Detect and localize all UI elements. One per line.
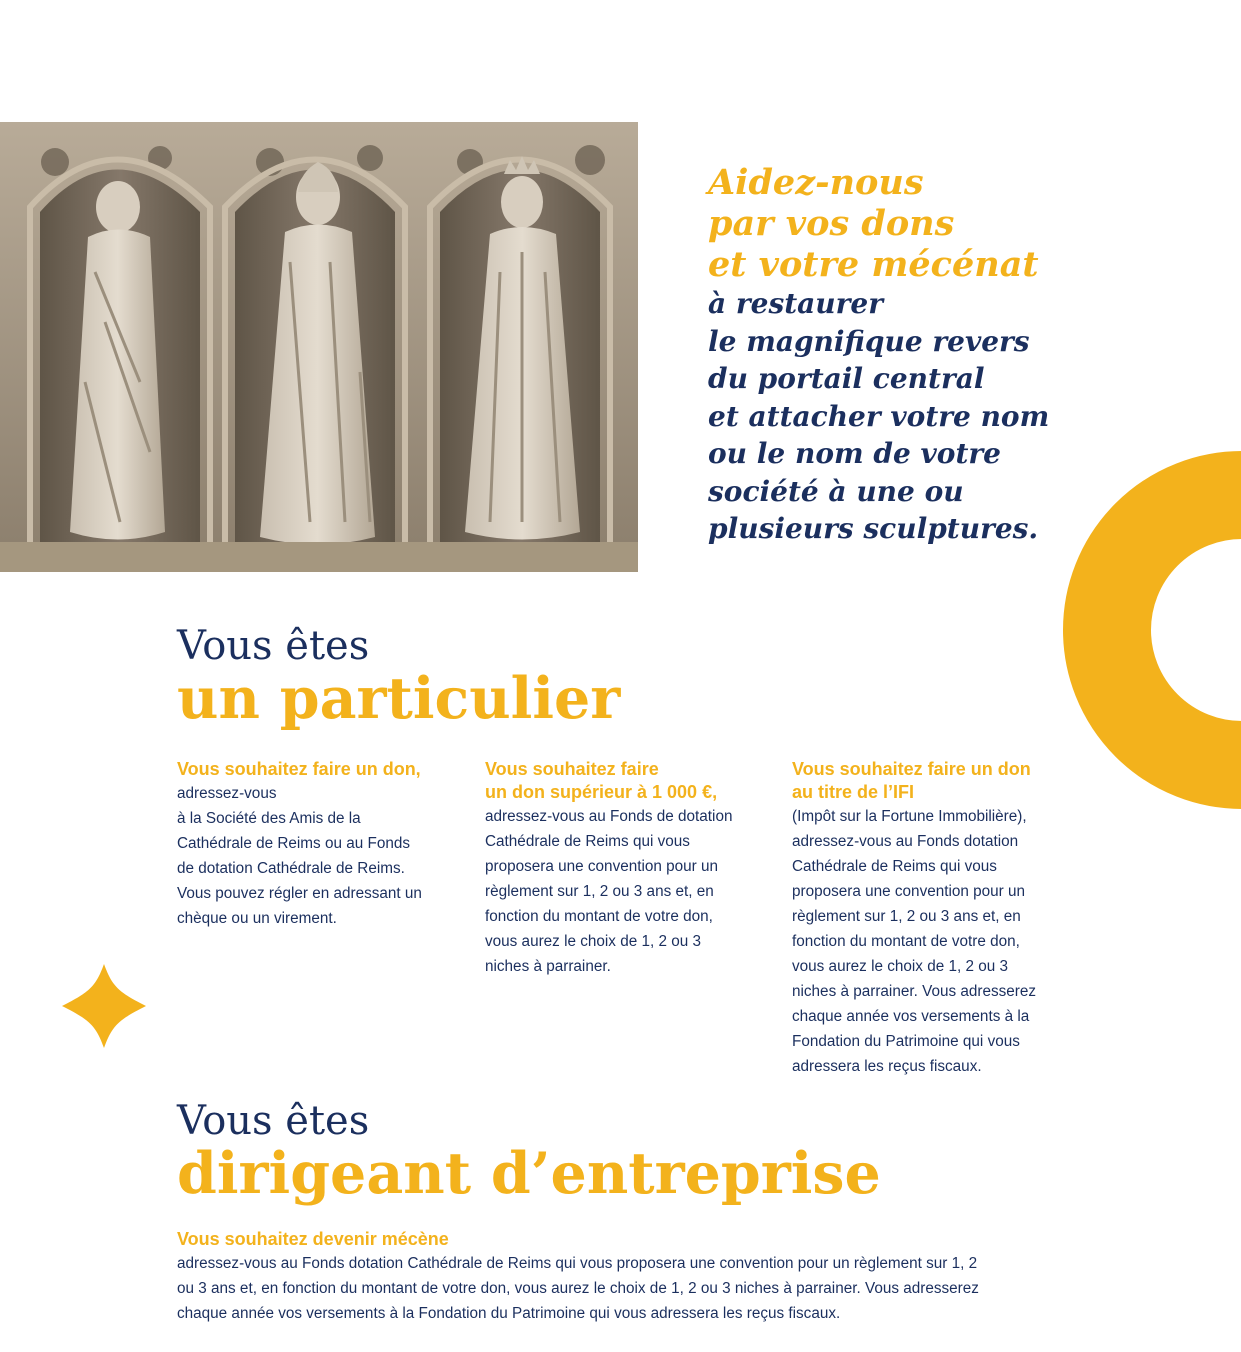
ifi-column-title: Vous souhaitez faire un don au titre de l’IFI xyxy=(792,759,1031,802)
ring-decoration-icon xyxy=(1062,450,1241,810)
headline-line: plusieurs sculptures. xyxy=(708,512,1039,545)
don-superieur-column-title: Vous souhaitez faire un don supérieur à 1 000 €, xyxy=(485,759,718,802)
sculptures-illustration xyxy=(0,122,638,572)
quatrefoil-icon xyxy=(62,964,146,1048)
entreprise-heading-big: dirigeant d’entreprise xyxy=(177,1140,881,1207)
don-column-body: adressez-vous à la Société des Amis de la Cathédrale de Reims ou au Fonds de dotation Cathédrale de Reims. Vous pouvez régler en adressant un chèque ou un virement. xyxy=(177,785,422,927)
headline-line: le magnifique revers xyxy=(708,324,1030,358)
headline-line: et votre mécénat xyxy=(708,244,1039,285)
sculptures-photo xyxy=(0,122,638,572)
mecene-block xyxy=(177,1228,1077,1326)
headline-line: par vos dons xyxy=(708,203,955,244)
headline-line: du portail central xyxy=(708,362,985,395)
headline-line: ou le nom de votre xyxy=(708,437,1001,470)
headline-line: à restaurer xyxy=(708,287,883,320)
particulier-heading-big: un particulier xyxy=(177,665,621,732)
don-superieur-column-body: adressez-vous au Fonds de dotation Cathédrale de Reims qui vous proposera une convention pour un règlement sur 1, 2 ou 3 ans et, en fonction du montant de votre don, vous aurez le choix de 1, 2 ou 3 niches à parrainer. xyxy=(485,808,733,975)
particulier-heading-small: Vous êtes xyxy=(177,623,370,669)
don-superieur-column xyxy=(485,758,775,979)
ifi-column-body: (Impôt sur la Fortune Immobilière), adressez-vous au Fonds dotation Cathédrale de Reims qui vous proposera une convention pour un règlement sur 1, 2 ou 3 ans et, en fonction du montant de votre don, vous aurez le choix de 1, 2 ou 3 niches à parrainer. Vous adresserez chaque année vos versements à la Fondation du Patrimoine qui vous adressera les reçus fiscaux. xyxy=(792,808,1037,1075)
headline-line: société à une ou xyxy=(708,474,964,508)
don-column-title: Vous souhaitez faire un don, xyxy=(177,759,421,779)
particulier-heading xyxy=(177,624,620,730)
headline-line: et attacher votre nom xyxy=(708,399,1050,433)
don-column xyxy=(177,758,467,931)
mecene-body: adressez-vous au Fonds dotation Cathédrale de Reims qui vous proposera une convention pour un règlement sur 1, 2 ou 3 ans et, en fonction du montant de votre don, vous aurez le choix de 1, 2 ou 3 niches à parrainer. Vous adresserez chaque année vos versements à la Fondation du Patrimoine qui vous adressera les reçus fiscaux. xyxy=(177,1255,979,1322)
mecene-title: Vous souhaitez devenir mécène xyxy=(177,1229,449,1249)
ifi-column xyxy=(792,758,1082,1079)
entreprise-heading xyxy=(177,1099,881,1205)
headline-line: Aidez-nous xyxy=(708,162,924,203)
entreprise-heading-small: Vous êtes xyxy=(177,1098,370,1144)
